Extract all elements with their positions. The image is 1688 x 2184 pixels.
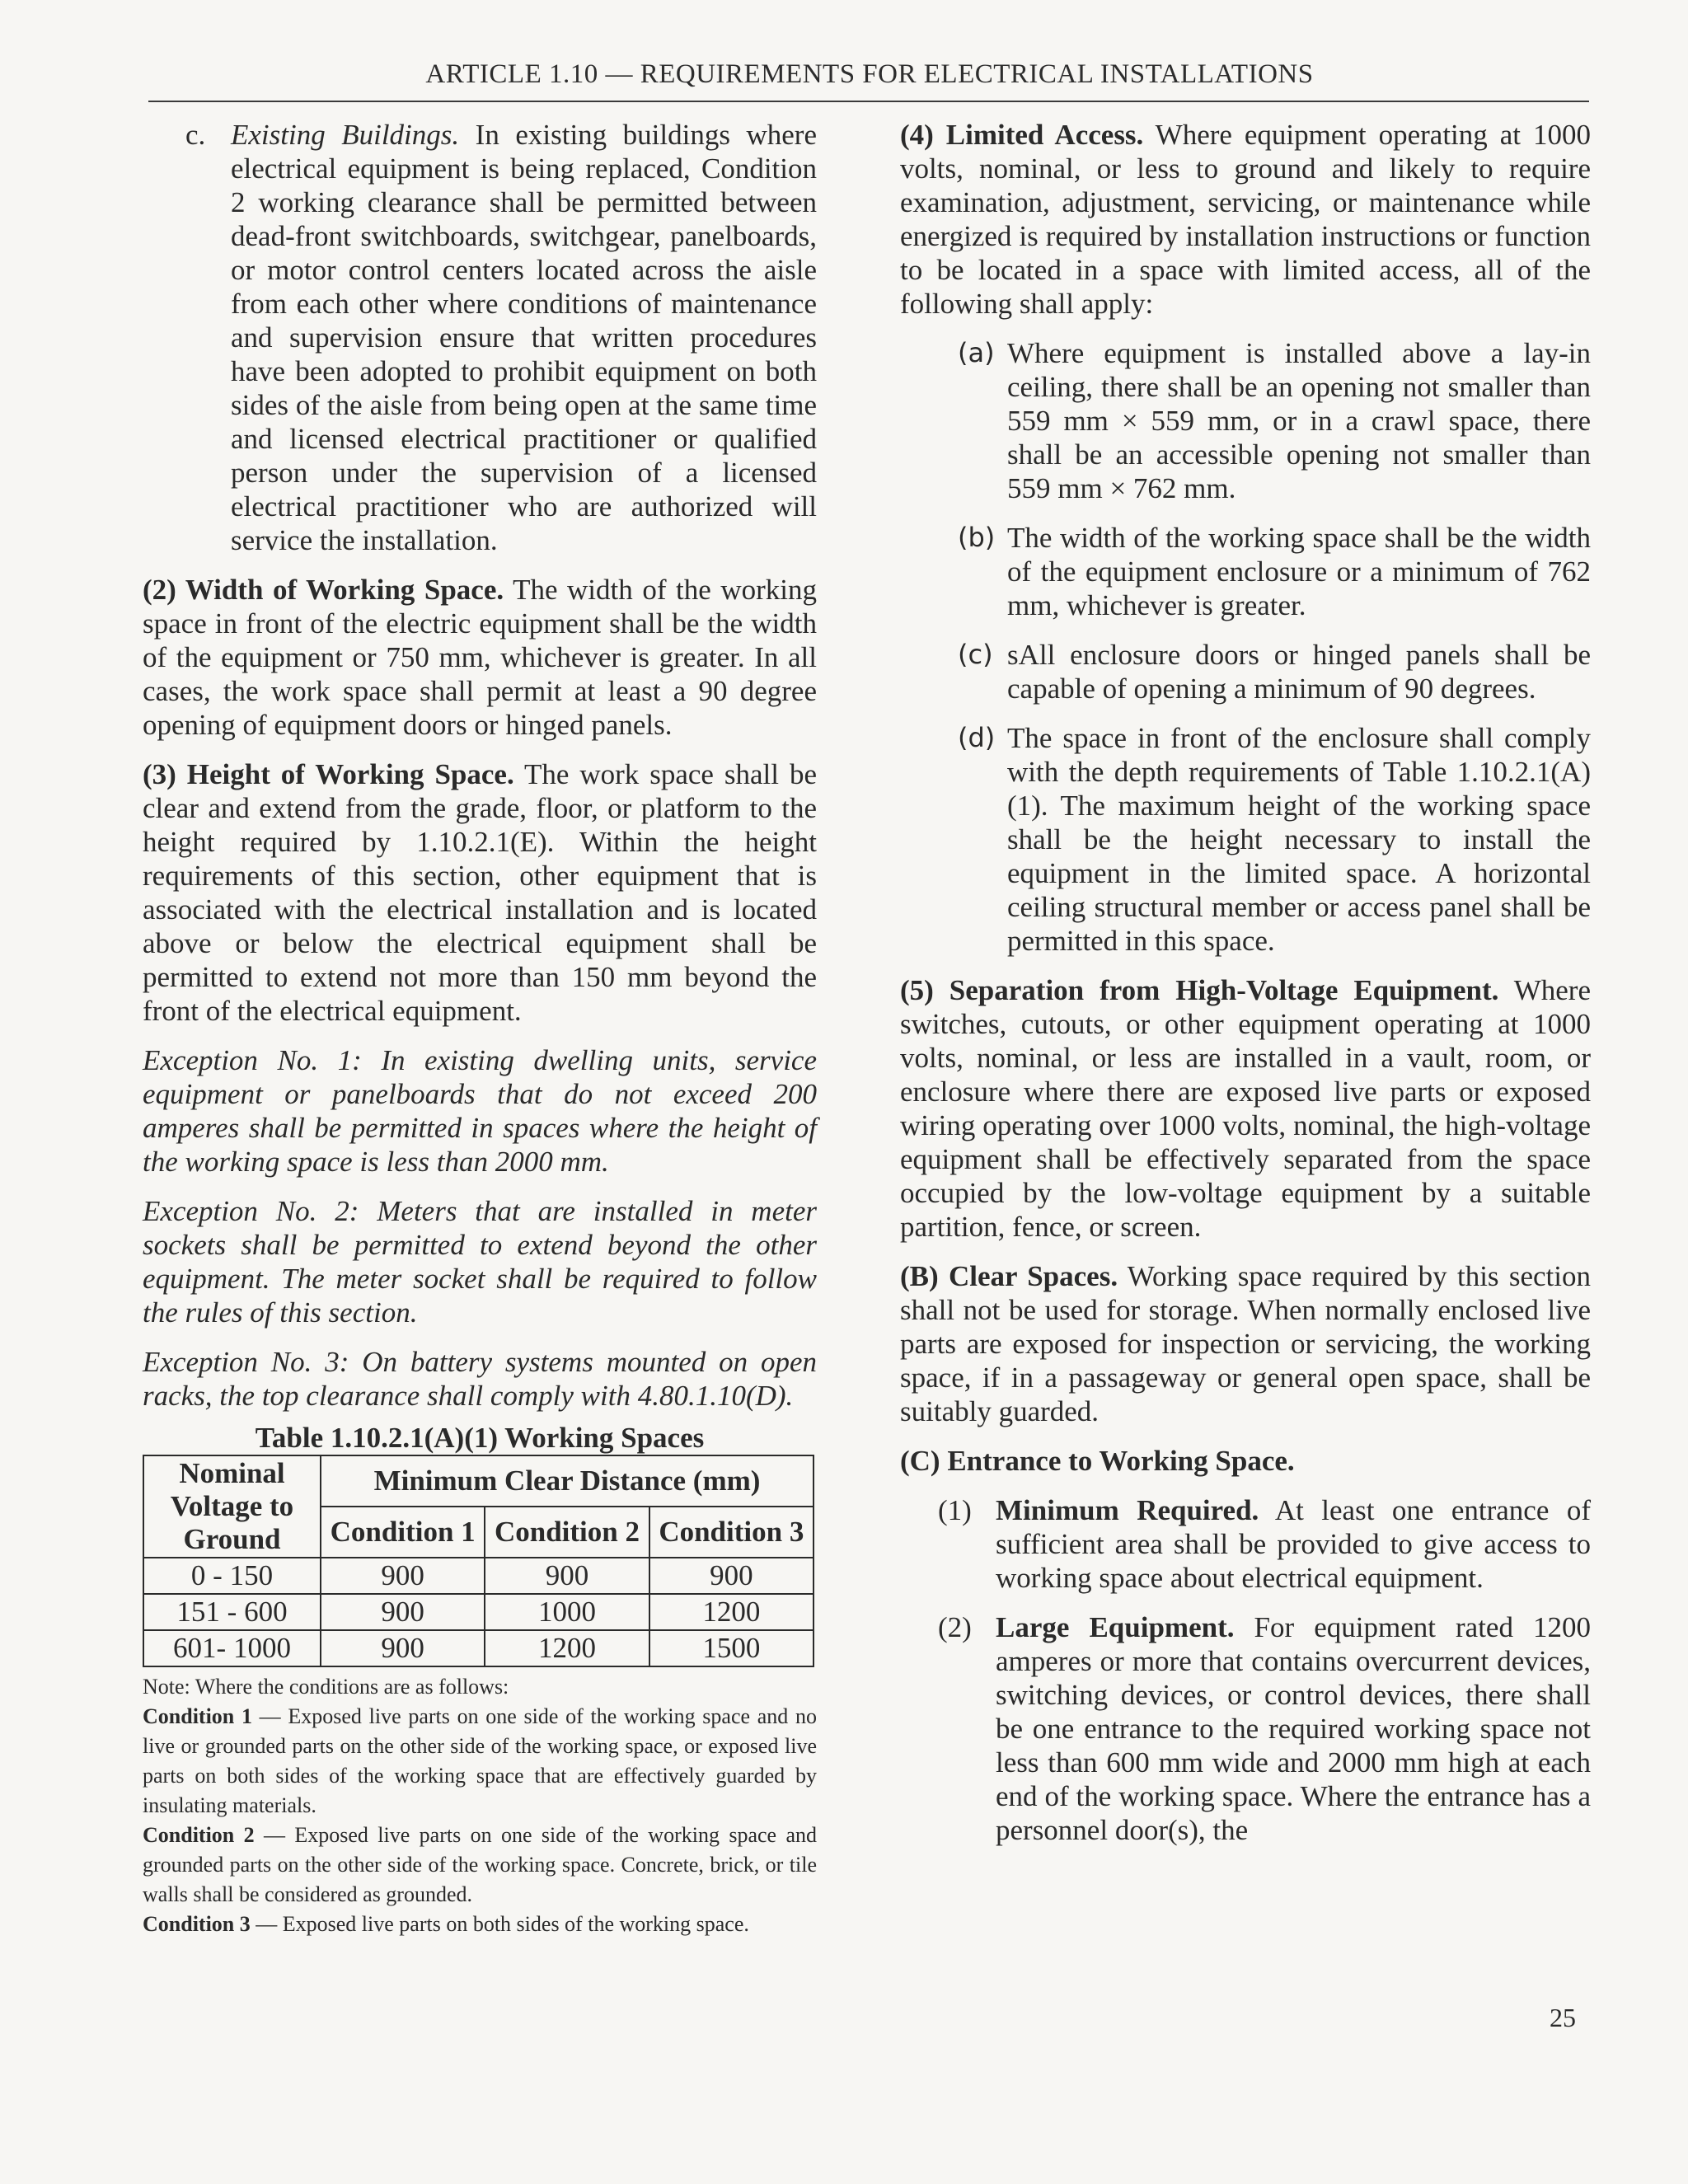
item-title: Existing Buildings. bbox=[231, 119, 460, 151]
section-title: (2) Width of Working Space. bbox=[143, 574, 504, 606]
table-cell: 900 bbox=[485, 1558, 649, 1594]
item-title: Minimum Required. bbox=[996, 1494, 1259, 1526]
section-clear-spaces bbox=[900, 1259, 1591, 1428]
table-header-voltage: Nominal Voltage to Ground bbox=[143, 1455, 321, 1558]
table-cell: 1000 bbox=[485, 1594, 649, 1630]
section-height-working-space bbox=[143, 757, 817, 1028]
note-condition-2: Condition 2 — Exposed live parts on one side of the working space and grounded parts on the other side of the working space. Concrete, brick, or tile walls shall be considered as grounded. bbox=[143, 1823, 817, 1906]
exception-3: Exception No. 3: On battery systems mounted on open racks, the top clearance shall comply with 4.80.1.10(D). bbox=[143, 1346, 817, 1412]
table-cell: 1200 bbox=[485, 1630, 649, 1666]
section-text: The width of the working space in front of the electric equipment shall be the width of the equipment or 750 mm, whichever is greater. In all cases, the work space shall permit at least a 90 degree opening of equipment doors or hinged panels. bbox=[143, 574, 817, 741]
section-text: Where equipment operating at 1000 volts, nominal, or less to ground and likely to require examination, adjustment, servicing, or maintenance while energized is required by installation instructions or function to be located in a space with limited access, all of the following shall apply: bbox=[900, 119, 1591, 320]
list-item-large-equipment bbox=[900, 1610, 1591, 1847]
table-notes bbox=[143, 1672, 817, 1939]
item-marker: (a) bbox=[958, 337, 995, 368]
item-text: The space in front of the enclosure shall comply with the depth requirements of Table 1.10.2.1(A)(1). The maximum height of the working space shall be the height necessary to install the equipment in the limited space. A horizontal ceiling structural member or access panel shall be permitted in this space. bbox=[1007, 722, 1591, 957]
table-cell: 900 bbox=[321, 1630, 485, 1666]
exception-1: Exception No. 1: In existing dwelling units, service equipment or panelboards that do not exceed 200 amperes shall be permitted in spaces where the height of the working space is less than 2000 mm. bbox=[143, 1044, 817, 1178]
section-title: (3) Height of Working Space. bbox=[143, 758, 514, 790]
exception-2: Exception No. 2: Meters that are installed in meter sockets shall be permitted to extend beyond the other equipment. The meter socket shall be required to follow the rules of this section. bbox=[143, 1195, 817, 1329]
right-column bbox=[900, 118, 1591, 1847]
table-cell: 1200 bbox=[649, 1594, 814, 1630]
list-item-b bbox=[900, 521, 1591, 622]
table-title: Table 1.10.2.1(A)(1) Working Spaces bbox=[255, 1422, 705, 1454]
list-item-a bbox=[900, 336, 1591, 505]
section-title: (4) Limited Access. bbox=[900, 119, 1144, 151]
section-limited-access bbox=[900, 118, 1591, 321]
table-cell: 1500 bbox=[649, 1630, 814, 1666]
section-title: (5) Separation from High-Voltage Equipment. bbox=[900, 974, 1499, 1006]
section-title: (B) Clear Spaces. bbox=[900, 1260, 1118, 1292]
item-text: For equipment rated 1200 amperes or more that contains overcurrent devices, switching devices, or control devices, there shall be one entrance to the required working space not less than 600 mm wide and 2000 mm high at each end of the working space. Where the entrance has a personnel door(s), the bbox=[996, 1611, 1591, 1846]
list-item-d bbox=[900, 721, 1591, 958]
running-header: ARTICLE 1.10 — REQUIREMENTS FOR ELECTRICAL INSTALLATIONS bbox=[425, 59, 1314, 89]
item-text: In existing buildings where electrical equipment is being replaced, Condition 2 working clearance shall be permitted between dead-front switchboards, switchgear, panelboards, or motor control centers located across the aisle from each other where conditions of maintenance and supervision ensure that written procedures have been adopted to prohibit equipment on both sides of the aisle from being open at the same time and licensed electrical practitioner or qualified person under the supervision of a licensed electrical practitioner who are authorized will service the installation. bbox=[231, 119, 817, 556]
section-text: Where switches, cutouts, or other equipment operating at 1000 volts, nominal, or less are installed in a vault, room, or enclosure where there are exposed live parts or exposed wiring operating over 1000 volts, nominal, the high-voltage equipment shall be effectively separated from the space occupied by the low-voltage equipment by a suitable partition, fence, or screen. bbox=[900, 974, 1591, 1243]
section-width-working-space bbox=[143, 573, 817, 742]
table-cell: 151 - 600 bbox=[143, 1594, 321, 1630]
table-cell: 900 bbox=[649, 1558, 814, 1594]
table-row bbox=[143, 1594, 814, 1630]
page-number: 25 bbox=[1550, 2003, 1576, 2032]
note-condition-3: Condition 3 — Exposed live parts on both sides of the working space. bbox=[143, 1912, 749, 1936]
item-marker: (2) bbox=[938, 1611, 972, 1643]
item-marker: (1) bbox=[938, 1494, 972, 1526]
note-condition-1: Condition 1 — Exposed live parts on one side of the working space and no live or grounded parts on the other side of the working space, or exposed live parts on both sides of the working space that are effectively guarded by insulating materials. bbox=[143, 1704, 817, 1817]
table-header-group: Minimum Clear Distance (mm) bbox=[321, 1455, 814, 1507]
item-title: Large Equipment. bbox=[996, 1611, 1235, 1643]
item-text: At least one entrance of sufficient area shall be provided to give access to working space about electrical equipment. bbox=[996, 1494, 1591, 1594]
item-text: sAll enclosure doors or hinged panels shall be capable of opening a minimum of 90 degrees. bbox=[1007, 639, 1591, 705]
note-intro: Note: Where the conditions are as follows: bbox=[143, 1675, 509, 1699]
section-separation-high-voltage bbox=[900, 973, 1591, 1244]
list-item-c bbox=[900, 638, 1591, 705]
item-marker: (d) bbox=[958, 722, 996, 753]
item-c-existing-buildings bbox=[143, 118, 817, 557]
item-marker: (c) bbox=[958, 639, 993, 670]
section-text: The work space shall be clear and extend from the grade, floor, or platform to the height required by 1.10.2.1(E). Within the height requirements of this section, other equipment that is associated with the electrical installation and is located above or below the electrical equipment shall be permitted to extend not more than 150 mm beyond the front of the electrical equipment. bbox=[143, 758, 817, 1027]
section-entrance-title: (C) Entrance to Working Space. bbox=[900, 1445, 1295, 1477]
table-header-condition-2: Condition 2 bbox=[485, 1507, 649, 1558]
section-text: Working space required by this section shall not be used for storage. When normally enclosed live parts are exposed for inspection or servicing, the working space, if in a passageway or general open space, shall be suitably guarded. bbox=[900, 1260, 1591, 1427]
working-spaces-table bbox=[143, 1455, 814, 1667]
item-text: Where equipment is installed above a lay-in ceiling, there shall be an opening not smaller than 559 mm × 559 mm, or in a crawl space, there shall be an accessible opening not smaller than 559 mm × 762 mm. bbox=[1007, 337, 1591, 504]
table-header-condition-3: Condition 3 bbox=[649, 1507, 814, 1558]
table-row bbox=[143, 1558, 814, 1594]
table-cell: 601- 1000 bbox=[143, 1630, 321, 1666]
table-cell: 900 bbox=[321, 1594, 485, 1630]
table-cell: 900 bbox=[321, 1558, 485, 1594]
header-rule bbox=[148, 101, 1589, 102]
table-cell: 0 - 150 bbox=[143, 1558, 321, 1594]
item-marker: (b) bbox=[958, 522, 996, 553]
left-column bbox=[143, 118, 817, 1939]
list-item-minimum-required bbox=[900, 1493, 1591, 1595]
item-marker: c. bbox=[185, 119, 206, 151]
item-text: The width of the working space shall be the width of the equipment enclosure or a minimum of 762 mm, whichever is greater. bbox=[1007, 522, 1591, 621]
table-row bbox=[143, 1630, 814, 1666]
table-header-condition-1: Condition 1 bbox=[321, 1507, 485, 1558]
